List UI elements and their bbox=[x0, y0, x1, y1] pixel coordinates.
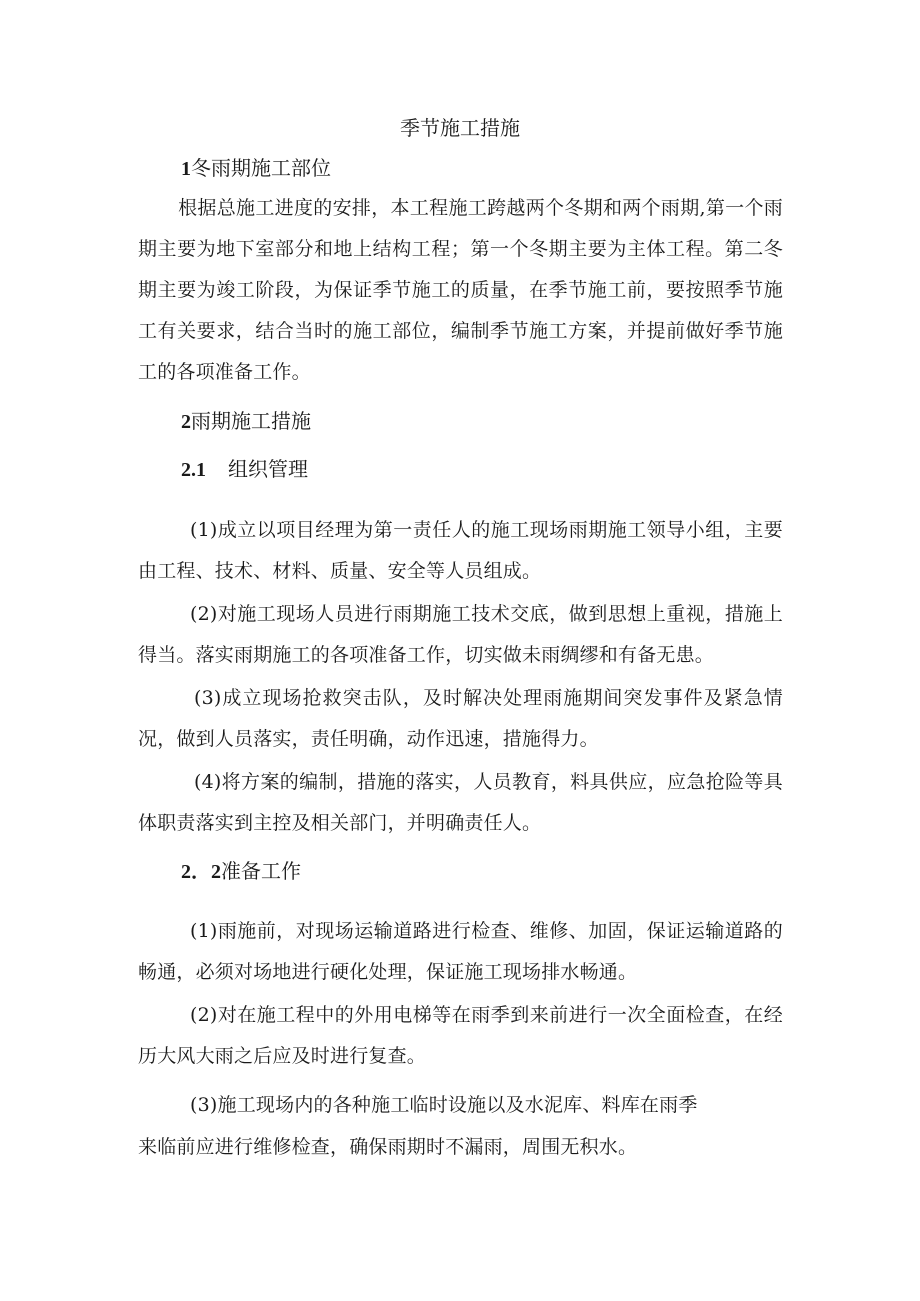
section-2-2-item-2-text: (2)对在施工程中的外用电梯等在雨季到来前进行一次全面检查，在经历大风大雨之后应及时进行复查。 bbox=[138, 1004, 783, 1067]
section-2-title: 雨期施工措施 bbox=[191, 409, 311, 433]
section-2-2-item-3-line-2: 来临前应进行维修检查，确保雨期时不漏雨，周围无积水。 bbox=[138, 1136, 638, 1158]
section-2-1-title: 组织管理 bbox=[228, 457, 308, 481]
section-2-heading bbox=[181, 407, 311, 436]
section-2-1-item-3-text: (3)成立现场抢救突击队，及时解决处理雨施期间突发事件及紧急情况，做到人员落实，责任明确，动作迅速，措施得力。 bbox=[138, 687, 783, 750]
section-2-1-item-1-text: (1)成立以项目经理为第一责任人的施工现场雨期施工领导小组，主要由工程、技术、材料、质量、安全等人员组成。 bbox=[138, 519, 783, 582]
section-1-paragraph-text: 根据总施工进度的安排，本工程施工跨越两个冬期和两个雨期,第一个雨期主要为地下室部分和地上结构工程；第一个冬期主要为主体工程。第二冬期主要为竣工阶段，为保证季节施工的质量，在季节施工前，要按照季节施工有关要求，结合当时的施工部位，编制季节施工方案，并提前做好季节施工的各项准备工作。 bbox=[138, 197, 783, 383]
section-2-1-item-4-text: (4)将方案的编制，措施的落实，人员教育，料具供应，应急抢险等具体职责落实到主控及相关部门，并明确责任人。 bbox=[138, 771, 783, 834]
section-1-heading bbox=[181, 154, 331, 183]
section-2-1-item-2-text: (2)对施工现场人员进行雨期施工技术交底，做到思想上重视，措施上得当。落实雨期施工的各项准备工作，切实做未雨绸缪和有备无患。 bbox=[138, 603, 783, 666]
section-2-2-number: 2．2 bbox=[181, 861, 221, 883]
section-2-2-title: 准备工作 bbox=[221, 859, 301, 883]
section-2-2-item-2 bbox=[138, 995, 783, 1077]
section-2-1-number: 2.1 bbox=[181, 459, 206, 481]
section-2-1-item-3 bbox=[138, 678, 783, 760]
document-title: 季节施工措施 bbox=[400, 116, 520, 140]
section-2-1-heading bbox=[181, 455, 308, 484]
section-2-1-item-4 bbox=[138, 762, 783, 844]
section-2-1-item-2 bbox=[138, 594, 783, 676]
section-2-2-item-3-line-1: (3)施工现场内的各种施工临时设施以及水泥库、料库在雨季 bbox=[190, 1094, 698, 1116]
section-1-title: 冬雨期施工部位 bbox=[191, 156, 331, 180]
section-2-number: 2 bbox=[181, 411, 191, 433]
section-1-paragraph bbox=[138, 188, 783, 393]
section-2-1-item-1 bbox=[138, 510, 783, 592]
section-2-2-heading bbox=[181, 857, 301, 886]
section-2-2-item-1 bbox=[138, 911, 783, 993]
section-1-number: 1 bbox=[181, 158, 191, 180]
section-2-2-item-1-text: (1)雨施前，对现场运输道路进行检查、维修、加固，保证运输道路的畅通，必须对场地进行硬化处理，保证施工现场排水畅通。 bbox=[138, 920, 783, 983]
